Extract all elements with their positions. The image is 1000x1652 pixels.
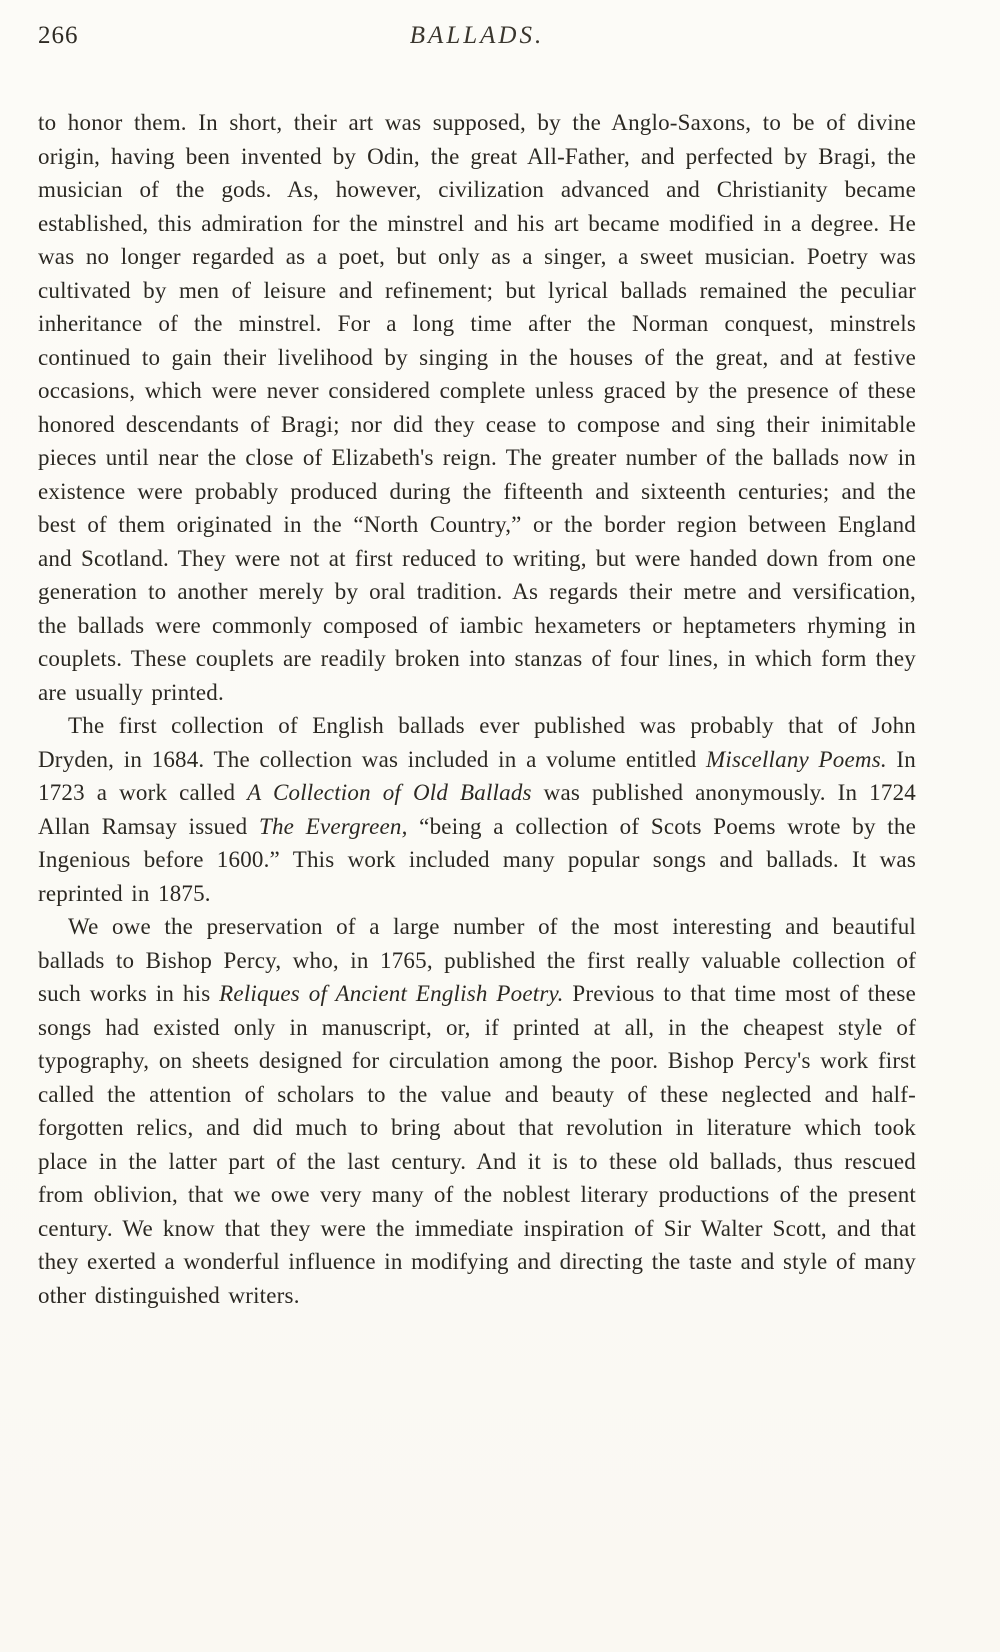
running-title: BALLADS. bbox=[409, 22, 545, 49]
paragraph-1: to honor them. In short, their art was supposed, by the Anglo-Saxons, to be of divine origin, having been invented by Odin, the great All-Father, and perfected by Bragi, the musician of the gods. As, however, civilization advanced and Christianity became established, this admiration for the minstrel and his art became modified in a degree. He was no longer regarded as a poet, but only as a singer, a sweet musician. Poetry was cultivated by men of leisure and refinement; but lyrical ballads remained the peculiar inheritance of the minstrel. For a long time after the Norman conquest, minstrels continued to gain their livelihood by singing in the houses of the great, and at festive occasions, which were never considered complete unless graced by the presence of these honored descendants of Bragi; nor did they cease to compose and sing their inimitable pieces until near the close of Elizabeth's reign. The greater number of the ballads now in existence were probably produced during the fifteenth and sixteenth centuries; and the best of them originated in the “North Country,” or the border region between England and Scotland. They were not at first reduced to writing, but were handed down from one generation to another merely by oral tradition. As regards their metre and versification, the ballads were commonly composed of iambic hexameters or heptameters rhyming in couplets. These couplets are readily broken into stanzas of four lines, in which form they are usually printed. bbox=[38, 110, 916, 705]
paragraph-2: The first collection of English ballads ever published was probably that of John Dryden, in 1684. The collection was included in a volume entitled Miscellany Poems. In 1723 a work called A Collection of Old Ballads was published anonymously. In 1724 Allan Ramsay issued The Evergreen, “being a collection of Scots Poems wrote by the Ingenious before 1600.” This work included many popular songs and ballads. It was reprinted in 1875. bbox=[38, 713, 916, 906]
page-body bbox=[38, 106, 916, 1312]
page-header bbox=[38, 22, 916, 66]
paragraph-3: We owe the preservation of a large number of the most interesting and beautiful ballads to Bishop Percy, who, in 1765, published the first really valuable collection of such works in his Reliques of Ancient English Poetry. Previous to that time most of these songs had existed only in manuscript, or, if printed at all, in the cheapest style of typography, on sheets designed for circulation among the poor. Bishop Percy's work first called the attention of scholars to the value and beauty of these neglected and half-forgotten relics, and did much to bring about that revolution in literature which took place in the latter part of the last century. And it is to these old ballads, thus rescued from oblivion, that we owe very many of the noblest literary productions of the present century. We know that they were the immediate inspiration of Sir Walter Scott, and that they exerted a wonderful influence in modifying and directing the taste and style of many other distinguished writers. bbox=[38, 914, 916, 1308]
page-number: 266 bbox=[38, 22, 79, 49]
